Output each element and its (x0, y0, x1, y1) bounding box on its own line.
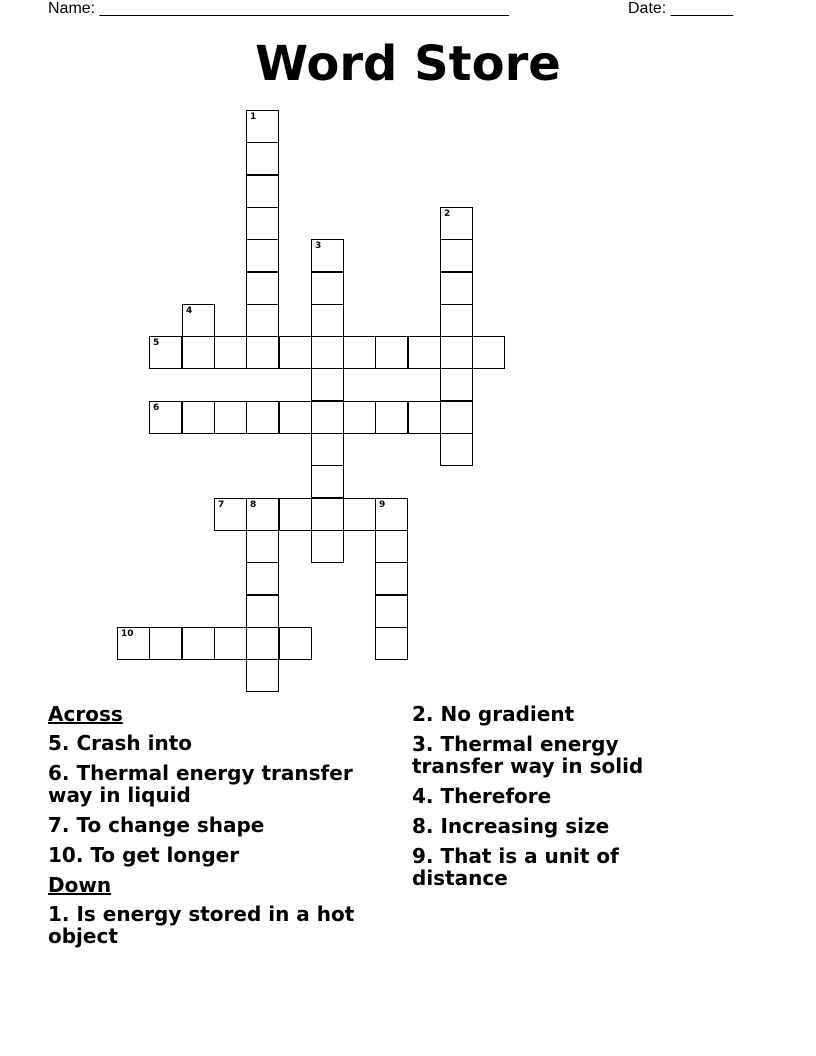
crossword-cell[interactable] (440, 304, 473, 337)
clue-number: 7. (48, 813, 70, 837)
crossword-cell[interactable] (246, 272, 279, 305)
clue-number: 6. (48, 761, 70, 785)
crossword-cell[interactable] (246, 627, 279, 660)
crossword-cell[interactable] (311, 239, 344, 272)
clue-number: 5. (48, 731, 70, 755)
clue-number-label: 9 (379, 500, 386, 510)
clue-item (412, 845, 712, 889)
crossword-cell[interactable] (311, 498, 344, 531)
clue-number: 2. (412, 702, 434, 726)
crossword-cell[interactable] (311, 530, 344, 563)
crossword-cell[interactable] (440, 336, 473, 369)
crossword-cell[interactable] (117, 627, 150, 660)
clue-number-label: 7 (218, 500, 225, 510)
crossword-cell[interactable] (311, 465, 344, 498)
crossword-cell[interactable] (246, 401, 279, 434)
clue-text: To get longer (83, 843, 240, 867)
crossword-cell[interactable] (214, 498, 247, 531)
crossword-cell[interactable] (440, 401, 473, 434)
crossword-cell[interactable] (311, 433, 344, 466)
clue-item (48, 814, 378, 836)
clue-item (412, 815, 712, 837)
crossword-cell[interactable] (440, 272, 473, 305)
clue-number-label: 10 (121, 629, 134, 639)
clue-number-label: 1 (250, 112, 257, 122)
down-heading: Down (48, 873, 112, 897)
clue-number-label: 5 (153, 338, 160, 348)
crossword-cell[interactable] (246, 304, 279, 337)
crossword-cell[interactable] (375, 336, 408, 369)
crossword-cell[interactable] (214, 336, 247, 369)
clue-text: Increasing size (433, 814, 610, 838)
crossword-cell[interactable] (440, 207, 473, 240)
clue-text: Thermal energy transfer way in solid (412, 732, 644, 778)
clue-item (48, 732, 378, 754)
clue-text: Is energy stored in a hot object (48, 902, 355, 948)
crossword-cell[interactable] (375, 562, 408, 595)
crossword-cell[interactable] (246, 207, 279, 240)
crossword-cell[interactable] (311, 368, 344, 401)
crossword-cell[interactable] (149, 336, 182, 369)
name-field-label[interactable]: Name: ______________________________________________ (48, 0, 509, 17)
crossword-cell[interactable] (149, 401, 182, 434)
crossword-cell[interactable] (182, 627, 215, 660)
clue-text: Thermal energy transfer way in liquid (48, 761, 353, 807)
crossword-cell[interactable] (311, 304, 344, 337)
clue-item (412, 733, 712, 777)
crossword-cell[interactable] (149, 627, 182, 660)
crossword-cell[interactable] (246, 142, 279, 175)
page-title: Word Store (255, 36, 561, 92)
crossword-cell[interactable] (408, 401, 441, 434)
clue-number: 10. (48, 843, 84, 867)
crossword-cell[interactable] (246, 175, 279, 208)
clue-number-label: 4 (186, 306, 193, 316)
crossword-cell[interactable] (440, 433, 473, 466)
clue-item (48, 903, 378, 947)
clue-number: 4. (412, 784, 434, 808)
crossword-cell[interactable] (343, 498, 376, 531)
crossword-cell[interactable] (375, 627, 408, 660)
clue-text: That is a unit of distance (412, 844, 619, 890)
across-heading: Across (48, 702, 123, 726)
crossword-cell[interactable] (279, 336, 312, 369)
clue-text: Crash into (69, 731, 193, 755)
crossword-cell[interactable] (246, 659, 279, 692)
crossword-cell[interactable] (311, 401, 344, 434)
clue-number: 9. (412, 844, 434, 868)
crossword-cell[interactable] (246, 530, 279, 563)
clue-text: To change shape (69, 813, 265, 837)
crossword-cell[interactable] (472, 336, 505, 369)
clue-number-label: 3 (315, 241, 322, 251)
crossword-cell[interactable] (279, 401, 312, 434)
crossword-cell[interactable] (279, 498, 312, 531)
crossword-cell[interactable] (246, 239, 279, 272)
clue-item (412, 785, 712, 807)
crossword-cell[interactable] (440, 239, 473, 272)
crossword-cell[interactable] (440, 368, 473, 401)
clue-number: 8. (412, 814, 434, 838)
clue-number-label: 2 (444, 209, 451, 219)
clues-left-column (48, 703, 378, 955)
crossword-cell[interactable] (408, 336, 441, 369)
clue-item (412, 703, 712, 725)
clue-text: Therefore (433, 784, 552, 808)
crossword-cell[interactable] (343, 401, 376, 434)
crossword-cell[interactable] (214, 627, 247, 660)
crossword-cell[interactable] (311, 272, 344, 305)
crossword-cell[interactable] (246, 498, 279, 531)
clue-number-label: 6 (153, 403, 160, 413)
crossword-cell[interactable] (214, 401, 247, 434)
clues-right-column (412, 703, 712, 897)
crossword-cell[interactable] (246, 110, 279, 143)
crossword-cell[interactable] (246, 336, 279, 369)
crossword-cell[interactable] (182, 336, 215, 369)
date-field-label[interactable]: Date: _______ (628, 0, 733, 17)
clue-number: 1. (48, 902, 70, 926)
crossword-cell[interactable] (182, 401, 215, 434)
crossword-cell[interactable] (182, 304, 215, 337)
crossword-cell[interactable] (375, 498, 408, 531)
clue-text: No gradient (433, 702, 575, 726)
crossword-cell[interactable] (246, 595, 279, 628)
crossword-cell[interactable] (279, 627, 312, 660)
clue-item (48, 844, 378, 866)
crossword-cell[interactable] (375, 595, 408, 628)
crossword-cell[interactable] (246, 562, 279, 595)
crossword-cell[interactable] (343, 336, 376, 369)
clue-number-label: 8 (250, 500, 257, 510)
crossword-cell[interactable] (311, 336, 344, 369)
clue-number: 3. (412, 732, 434, 756)
crossword-cell[interactable] (375, 401, 408, 434)
clue-item (48, 762, 378, 806)
crossword-cell[interactable] (375, 530, 408, 563)
